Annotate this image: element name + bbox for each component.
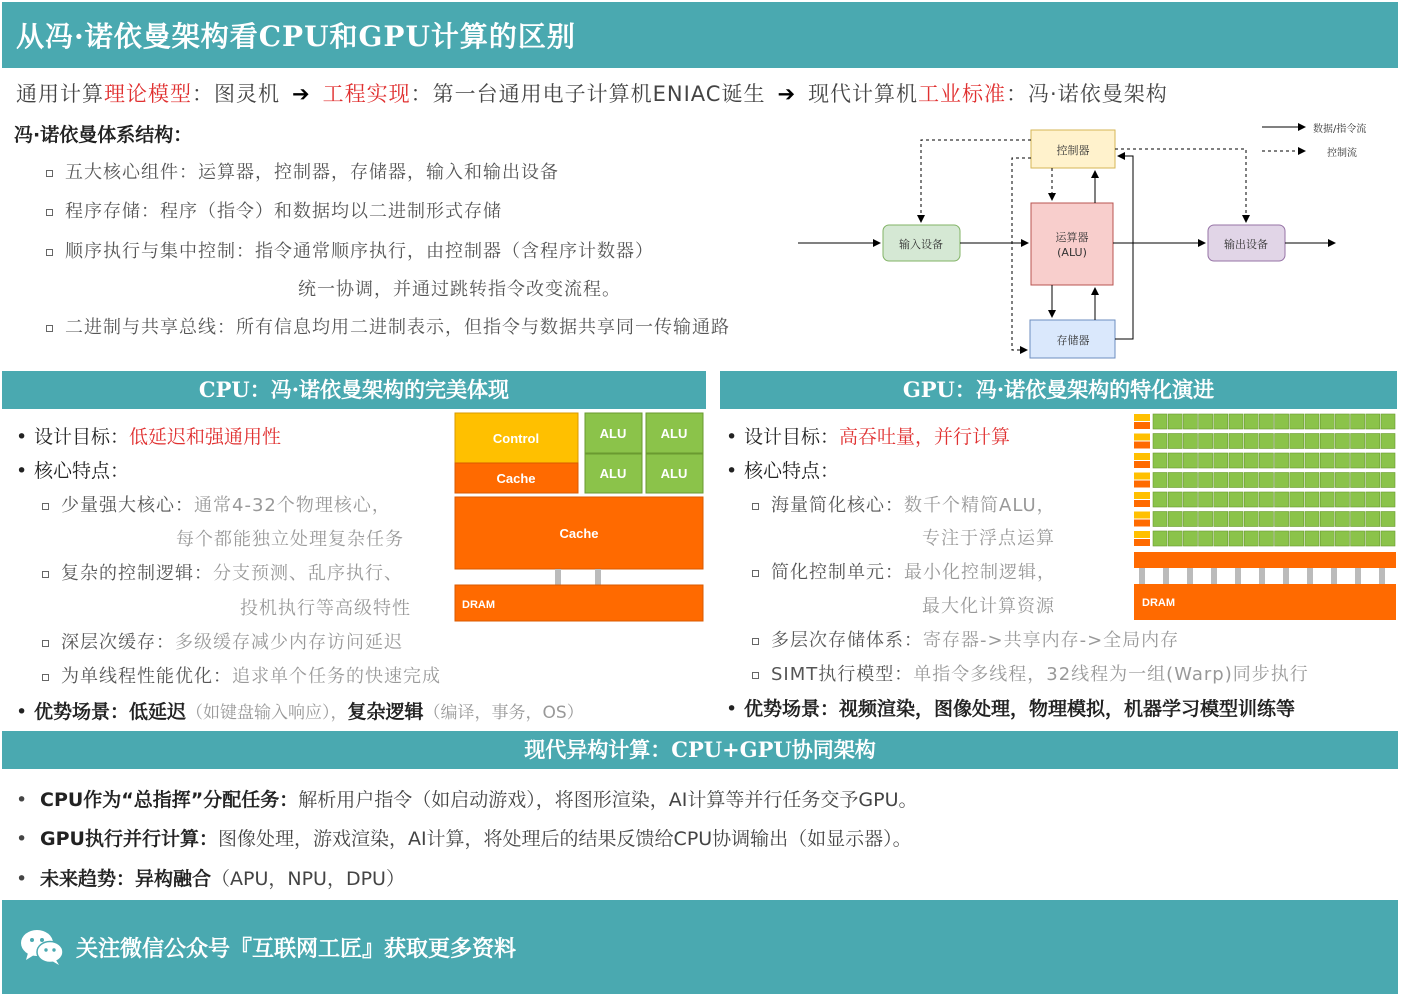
vn-item <box>46 197 502 223</box>
gpu-alu-cell <box>1335 512 1349 527</box>
gpu-bus-line <box>1187 568 1193 584</box>
gpu-alu-cell <box>1290 434 1304 449</box>
gpu-alu-cell <box>1259 531 1273 546</box>
gpu-alu-cell <box>1153 531 1167 546</box>
memory-label: 存储器 <box>1056 334 1090 347</box>
gpu-alu-cell <box>1183 453 1197 468</box>
gpu-alu-cell <box>1168 414 1182 429</box>
gpu-alu-cell <box>1351 512 1365 527</box>
cpu-cache-small-label: Cache <box>496 471 536 486</box>
square-bullet-icon <box>46 209 53 216</box>
gpu-goal-label: 设计目标： <box>744 426 840 448</box>
gpu-alu-cell <box>1183 492 1197 507</box>
gpu-alu-cell <box>1381 453 1395 468</box>
gpu-alu-cell <box>1351 473 1365 488</box>
gpu-alu-cell <box>1320 512 1334 527</box>
gpu-alu-cell <box>1305 531 1319 546</box>
intro-text: 通用计算 <box>16 82 104 106</box>
gpu-alu-cell <box>1366 453 1380 468</box>
cpu-feature <box>42 559 403 585</box>
bullet-icon: • <box>16 701 28 723</box>
square-bullet-icon <box>46 170 53 177</box>
gpu-alu-cell <box>1335 531 1349 546</box>
alu-box <box>1031 203 1113 285</box>
gpu-alu-cell <box>1244 512 1258 527</box>
gpu-alu-cell <box>1351 414 1365 429</box>
gpu-alu-cell <box>1168 473 1182 488</box>
footer-bar <box>2 900 1398 994</box>
vn-item-text: 五大核心组件：运算器，控制器，存储器，输入和输出设备 <box>65 162 559 183</box>
gpu-cache-cell <box>1134 500 1150 507</box>
gpu-alu-cell <box>1381 473 1395 488</box>
gpu-alu-cell <box>1153 434 1167 449</box>
gpu-alu-cell <box>1168 512 1182 527</box>
gpu-bus-line <box>1307 568 1313 584</box>
gpu-alu-cell <box>1168 531 1182 546</box>
vn-item-continuation: 统一协调，并通过跳转指令改变流程。 <box>298 279 621 300</box>
gpu-control-cell <box>1134 492 1150 499</box>
intro-text: ：冯·诺依曼架构 <box>1006 82 1168 106</box>
gpu-alu-cell <box>1214 473 1228 488</box>
gpu-alu-cell <box>1199 512 1213 527</box>
gpu-alu-cell <box>1290 512 1304 527</box>
square-bullet-icon <box>42 674 49 681</box>
gpu-bus-line <box>1211 568 1217 584</box>
gpu-alu-cell <box>1259 512 1273 527</box>
cpu-chip-diagram <box>454 412 706 624</box>
feature-key: 海量简化核心： <box>771 495 904 516</box>
adv-bold: 低延迟 <box>129 701 187 723</box>
input-label: 输入设备 <box>899 238 943 251</box>
feature-value: 多级缓存减少内存访问延迟 <box>175 632 403 653</box>
gpu-alu-cell <box>1351 434 1365 449</box>
gpu-goal <box>726 422 1010 449</box>
right-arrow-icon: ➔ <box>777 82 797 106</box>
gpu-feature-continuation: 最大化计算资源 <box>922 596 1055 617</box>
gpu-alu-cell <box>1199 473 1213 488</box>
intro-text: ：图灵机 <box>192 82 280 106</box>
gpu-cache-cell <box>1134 422 1150 429</box>
hetero-text: （APU，NPU，DPU） <box>211 868 405 890</box>
alu-label: 运算器 <box>1055 231 1089 244</box>
feature-value: 数千个精简ALU， <box>904 495 1056 516</box>
square-bullet-icon <box>42 640 49 647</box>
gpu-alu-cell <box>1275 453 1289 468</box>
gpu-alu-cell <box>1320 453 1334 468</box>
gpu-alu-cell <box>1214 492 1228 507</box>
gpu-alu-cell <box>1320 492 1334 507</box>
gpu-alu-cell <box>1366 414 1380 429</box>
gpu-alu-cell <box>1320 531 1334 546</box>
gpu-bus-line <box>1235 568 1241 584</box>
intro-text: 现代计算机 <box>808 82 919 106</box>
gpu-alu-cell <box>1229 492 1243 507</box>
cpu-core-heading <box>16 456 129 483</box>
bullet-icon: • <box>16 828 28 850</box>
gpu-alu-cell <box>1259 453 1273 468</box>
hetero-item <box>16 785 917 812</box>
gpu-alu-cell <box>1275 473 1289 488</box>
gpu-alu-cell <box>1229 512 1243 527</box>
von-neumann-heading: 冯·诺依曼体系结构： <box>14 124 193 146</box>
hetero-bold: GPU执行并行计算： <box>40 828 218 850</box>
gpu-alu-cell <box>1229 473 1243 488</box>
feature-key: 简化控制单元： <box>771 562 904 583</box>
gpu-alu-cell <box>1199 492 1213 507</box>
output-label: 输出设备 <box>1224 238 1268 251</box>
adv-gray: （编译，事务，OS） <box>423 703 584 723</box>
feature-value: 寄存器->共享内存->全局内存 <box>923 630 1180 651</box>
gpu-alu-cell <box>1320 434 1334 449</box>
gpu-alu-cell <box>1199 414 1213 429</box>
hetero-text: 解析用户指令（如启动游戏），将图形渲染，AI计算等并行任务交予GPU。 <box>298 789 918 811</box>
feature-key: SIMT执行模型： <box>771 664 914 685</box>
feature-value: 最小化控制逻辑， <box>904 562 1056 583</box>
cpu-control-label: Control <box>492 431 540 446</box>
gpu-alu-cell <box>1366 434 1380 449</box>
alu-sublabel: (ALU) <box>1057 246 1087 259</box>
bullet-icon: • <box>16 426 28 448</box>
gpu-alu-cell <box>1366 512 1380 527</box>
legend-control-label: 控制流 <box>1327 148 1357 159</box>
hetero-item <box>16 864 405 891</box>
gpu-alu-cell <box>1275 414 1289 429</box>
vn-item <box>46 313 730 339</box>
gpu-alu-cell <box>1259 473 1273 488</box>
gpu-alu-cell <box>1381 492 1395 507</box>
gpu-alu-cell <box>1168 434 1182 449</box>
gpu-alu-cell <box>1153 512 1167 527</box>
gpu-alu-cell <box>1244 434 1258 449</box>
gpu-alu-cell <box>1381 531 1395 546</box>
gpu-alu-cell <box>1381 512 1395 527</box>
vn-item-text: 二进制与共享总线：所有信息均用二进制表示，但指令与数据共享同一传输通路 <box>65 317 730 338</box>
gpu-cache-cell <box>1134 442 1150 449</box>
gpu-alu-cell <box>1275 434 1289 449</box>
gpu-alu-cell <box>1153 473 1167 488</box>
gpu-alu-cell <box>1351 492 1365 507</box>
gpu-alu-cell <box>1381 434 1395 449</box>
gpu-alu-cell <box>1244 473 1258 488</box>
feature-key: 为单线程性能优化： <box>61 666 232 687</box>
adv-gray: （如键盘输入响应）， <box>186 703 348 723</box>
gpu-alu-cell <box>1183 414 1197 429</box>
cpu-section-title: CPU：冯·诺依曼架构的完美体现 <box>2 371 706 409</box>
gpu-control-cell <box>1134 414 1150 421</box>
gpu-cache-cell <box>1134 481 1150 488</box>
hetero-section-title: 现代异构计算：CPU+GPU协同架构 <box>2 731 1398 769</box>
gpu-alu-cell <box>1275 531 1289 546</box>
gpu-advantage <box>726 694 1295 721</box>
vn-item-text: 程序存储：程序（指令）和数据均以二进制形式存储 <box>65 201 502 222</box>
alu-label: ALU <box>599 426 627 441</box>
gpu-alu-cell <box>1335 453 1349 468</box>
gpu-feature-continuation: 专注于浮点运算 <box>922 528 1055 549</box>
alu-label: ALU <box>660 426 688 441</box>
intro-highlight: 工程实现 <box>322 82 411 106</box>
gpu-alu-cell <box>1183 473 1197 488</box>
gpu-bus-line <box>1379 568 1385 584</box>
feature-key: 深层次缓存： <box>61 632 175 653</box>
gpu-alu-cell <box>1259 414 1273 429</box>
gpu-alu-cell <box>1168 492 1182 507</box>
cpu-cache-large-label: Cache <box>559 526 599 541</box>
square-bullet-icon <box>46 249 53 256</box>
cpu-feature <box>42 662 441 688</box>
gpu-control-cell <box>1134 512 1150 519</box>
gpu-alu-cell <box>1305 434 1319 449</box>
gpu-alu-cell <box>1351 453 1365 468</box>
feature-key: 复杂的控制逻辑： <box>61 563 213 584</box>
square-bullet-icon <box>46 325 53 332</box>
gpu-cache-cell <box>1134 520 1150 527</box>
von-neumann-diagram <box>790 118 1390 368</box>
gpu-bus-line <box>1139 568 1145 584</box>
gpu-alu-cell <box>1153 414 1167 429</box>
gpu-control-cell <box>1134 531 1150 538</box>
gpu-alu-cell <box>1305 512 1319 527</box>
gpu-bus-line <box>1331 568 1337 584</box>
square-bullet-icon <box>752 638 759 645</box>
hetero-bold: CPU作为“总指挥”分配任务： <box>40 789 299 811</box>
cpu-advantage <box>16 697 584 724</box>
gpu-alu-cell <box>1214 531 1228 546</box>
gpu-alu-cell <box>1183 512 1197 527</box>
gpu-alu-cell <box>1366 531 1380 546</box>
footer-text: 关注微信公众号『互联网工匠』获取更多资料 <box>76 936 517 962</box>
alu-label: ALU <box>660 466 688 481</box>
gpu-bus-line <box>1163 568 1169 584</box>
adv-label: 优势场景： <box>34 701 130 723</box>
square-bullet-icon <box>752 672 759 679</box>
cpu-bus-line <box>555 569 561 585</box>
gpu-alu-cell <box>1305 453 1319 468</box>
cpu-goal-label: 设计目标： <box>34 426 130 448</box>
gpu-alu-cell <box>1335 492 1349 507</box>
gpu-alu-cell <box>1305 492 1319 507</box>
gpu-alu-cell <box>1153 453 1167 468</box>
gpu-alu-cell <box>1290 453 1304 468</box>
gpu-control-cell <box>1134 434 1150 441</box>
feature-value: 追求单个任务的快速完成 <box>232 666 441 687</box>
gpu-alu-cell <box>1305 414 1319 429</box>
bullet-icon: • <box>726 698 738 720</box>
gpu-alu-cell <box>1168 453 1182 468</box>
gpu-alu-cell <box>1183 434 1197 449</box>
gpu-alu-cell <box>1275 512 1289 527</box>
cpu-feature-continuation: 投机执行等高级特性 <box>240 598 411 619</box>
cpu-bus-line <box>595 569 601 585</box>
square-bullet-icon <box>42 571 49 578</box>
cpu-feature-continuation: 每个都能独立处理复杂任务 <box>176 529 404 550</box>
bullet-icon: • <box>726 426 738 448</box>
vn-item <box>46 237 654 263</box>
legend-data-label: 数据/指令流 <box>1313 124 1367 135</box>
gpu-alu-cell <box>1244 531 1258 546</box>
cpu-dram-label: DRAM <box>462 599 495 611</box>
gpu-bus-line <box>1355 568 1361 584</box>
gpu-goal-value: 高吞吐量，并行计算 <box>839 426 1011 448</box>
cpu-goal <box>16 422 281 449</box>
gpu-adv-text: 优势场景：视频渲染，图像处理，物理模拟，机器学习模型训练等 <box>744 698 1296 720</box>
hetero-bold: 未来趋势：异构融合 <box>40 868 212 890</box>
square-bullet-icon <box>42 503 49 510</box>
gpu-alu-cell <box>1335 434 1349 449</box>
gpu-alu-cell <box>1275 492 1289 507</box>
hetero-item <box>16 824 912 851</box>
page-title: 从冯·诺依曼架构看CPU和GPU计算的区别 <box>16 20 576 53</box>
bullet-icon: • <box>16 868 28 890</box>
gpu-alu-cell <box>1214 453 1228 468</box>
cpu-feature <box>42 491 391 517</box>
gpu-bus-line <box>1283 568 1289 584</box>
gpu-alu-cell <box>1305 473 1319 488</box>
feature-value: 通常4-32个物理核心， <box>194 495 391 516</box>
gpu-alu-cell <box>1244 492 1258 507</box>
gpu-cache-cell <box>1134 461 1150 468</box>
intro-highlight: 工业标准 <box>918 82 1007 106</box>
alu-label: ALU <box>599 466 627 481</box>
vn-item-text: 顺序执行与集中控制：指令通常顺序执行，由控制器（含程序计数器） <box>65 241 654 262</box>
gpu-alu-cell <box>1366 492 1380 507</box>
gpu-core-heading <box>726 456 839 483</box>
gpu-alu-cell <box>1290 531 1304 546</box>
gpu-l2-cache <box>1134 552 1396 568</box>
controller-label: 控制器 <box>1056 144 1090 157</box>
gpu-feature <box>752 491 1056 517</box>
gpu-alu-cell <box>1229 531 1243 546</box>
title-bar <box>2 2 1398 68</box>
gpu-alu-cell <box>1366 473 1380 488</box>
gpu-feature <box>752 558 1056 584</box>
feature-value: 单指令多线程，32线程为一组(Warp)同步执行 <box>913 664 1309 685</box>
gpu-alu-cell <box>1199 531 1213 546</box>
gpu-alu-cell <box>1214 414 1228 429</box>
gpu-section-title: GPU：冯·诺依曼架构的特化演进 <box>720 371 1397 409</box>
gpu-alu-cell <box>1214 434 1228 449</box>
gpu-alu-cell <box>1244 414 1258 429</box>
square-bullet-icon <box>752 570 759 577</box>
gpu-alu-cell <box>1290 414 1304 429</box>
gpu-alu-cell <box>1229 453 1243 468</box>
adv-bold: 复杂逻辑 <box>347 701 424 723</box>
gpu-alu-cell <box>1259 492 1273 507</box>
gpu-alu-cell <box>1290 473 1304 488</box>
intro-line <box>16 78 1168 108</box>
right-arrow-icon: ➔ <box>292 82 311 106</box>
bullet-icon: • <box>16 789 28 811</box>
gpu-alu-cell <box>1335 473 1349 488</box>
gpu-alu-cell <box>1320 414 1334 429</box>
bullet-icon: • <box>726 460 738 482</box>
vn-item <box>46 158 559 184</box>
gpu-alu-cell <box>1153 492 1167 507</box>
feature-value: 分支预测、乱序执行、 <box>213 563 403 584</box>
gpu-alu-cell <box>1214 512 1228 527</box>
gpu-alu-cell <box>1335 414 1349 429</box>
gpu-alu-cell <box>1381 414 1395 429</box>
gpu-feature <box>752 660 1309 686</box>
gpu-alu-cell <box>1183 531 1197 546</box>
gpu-control-cell <box>1134 453 1150 460</box>
gpu-alu-cell <box>1351 531 1365 546</box>
wechat-icon <box>20 928 64 966</box>
square-bullet-icon <box>752 503 759 510</box>
gpu-feature <box>752 626 1179 652</box>
gpu-control-cell <box>1134 473 1150 480</box>
gpu-alu-cell <box>1320 473 1334 488</box>
gpu-chip-diagram <box>1134 412 1397 622</box>
feature-key: 少量强大核心： <box>61 495 194 516</box>
hetero-text: 图像处理，游戏渲染，AI计算，将处理后的结果反馈给CPU协调输出（如显示器）。 <box>217 828 912 850</box>
gpu-dram-label: DRAM <box>1142 597 1175 609</box>
gpu-alu-cell <box>1229 414 1243 429</box>
gpu-core-label: 核心特点： <box>744 460 840 482</box>
cpu-feature <box>42 628 403 654</box>
gpu-alu-cell <box>1229 434 1243 449</box>
gpu-cache-cell <box>1134 539 1150 546</box>
feature-key: 多层次存储体系： <box>771 630 923 651</box>
gpu-alu-cell <box>1290 492 1304 507</box>
gpu-alu-cell <box>1244 453 1258 468</box>
cpu-goal-value: 低延迟和强通用性 <box>129 426 282 448</box>
intro-text: ：第一台通用电子计算机ENIAC诞生 <box>410 82 766 106</box>
gpu-alu-cell <box>1199 453 1213 468</box>
intro-highlight: 理论模型 <box>104 82 192 106</box>
cpu-core-label: 核心特点： <box>34 460 130 482</box>
gpu-alu-cell <box>1259 434 1273 449</box>
gpu-bus-line <box>1259 568 1265 584</box>
gpu-alu-cell <box>1199 434 1213 449</box>
bullet-icon: • <box>16 460 28 482</box>
